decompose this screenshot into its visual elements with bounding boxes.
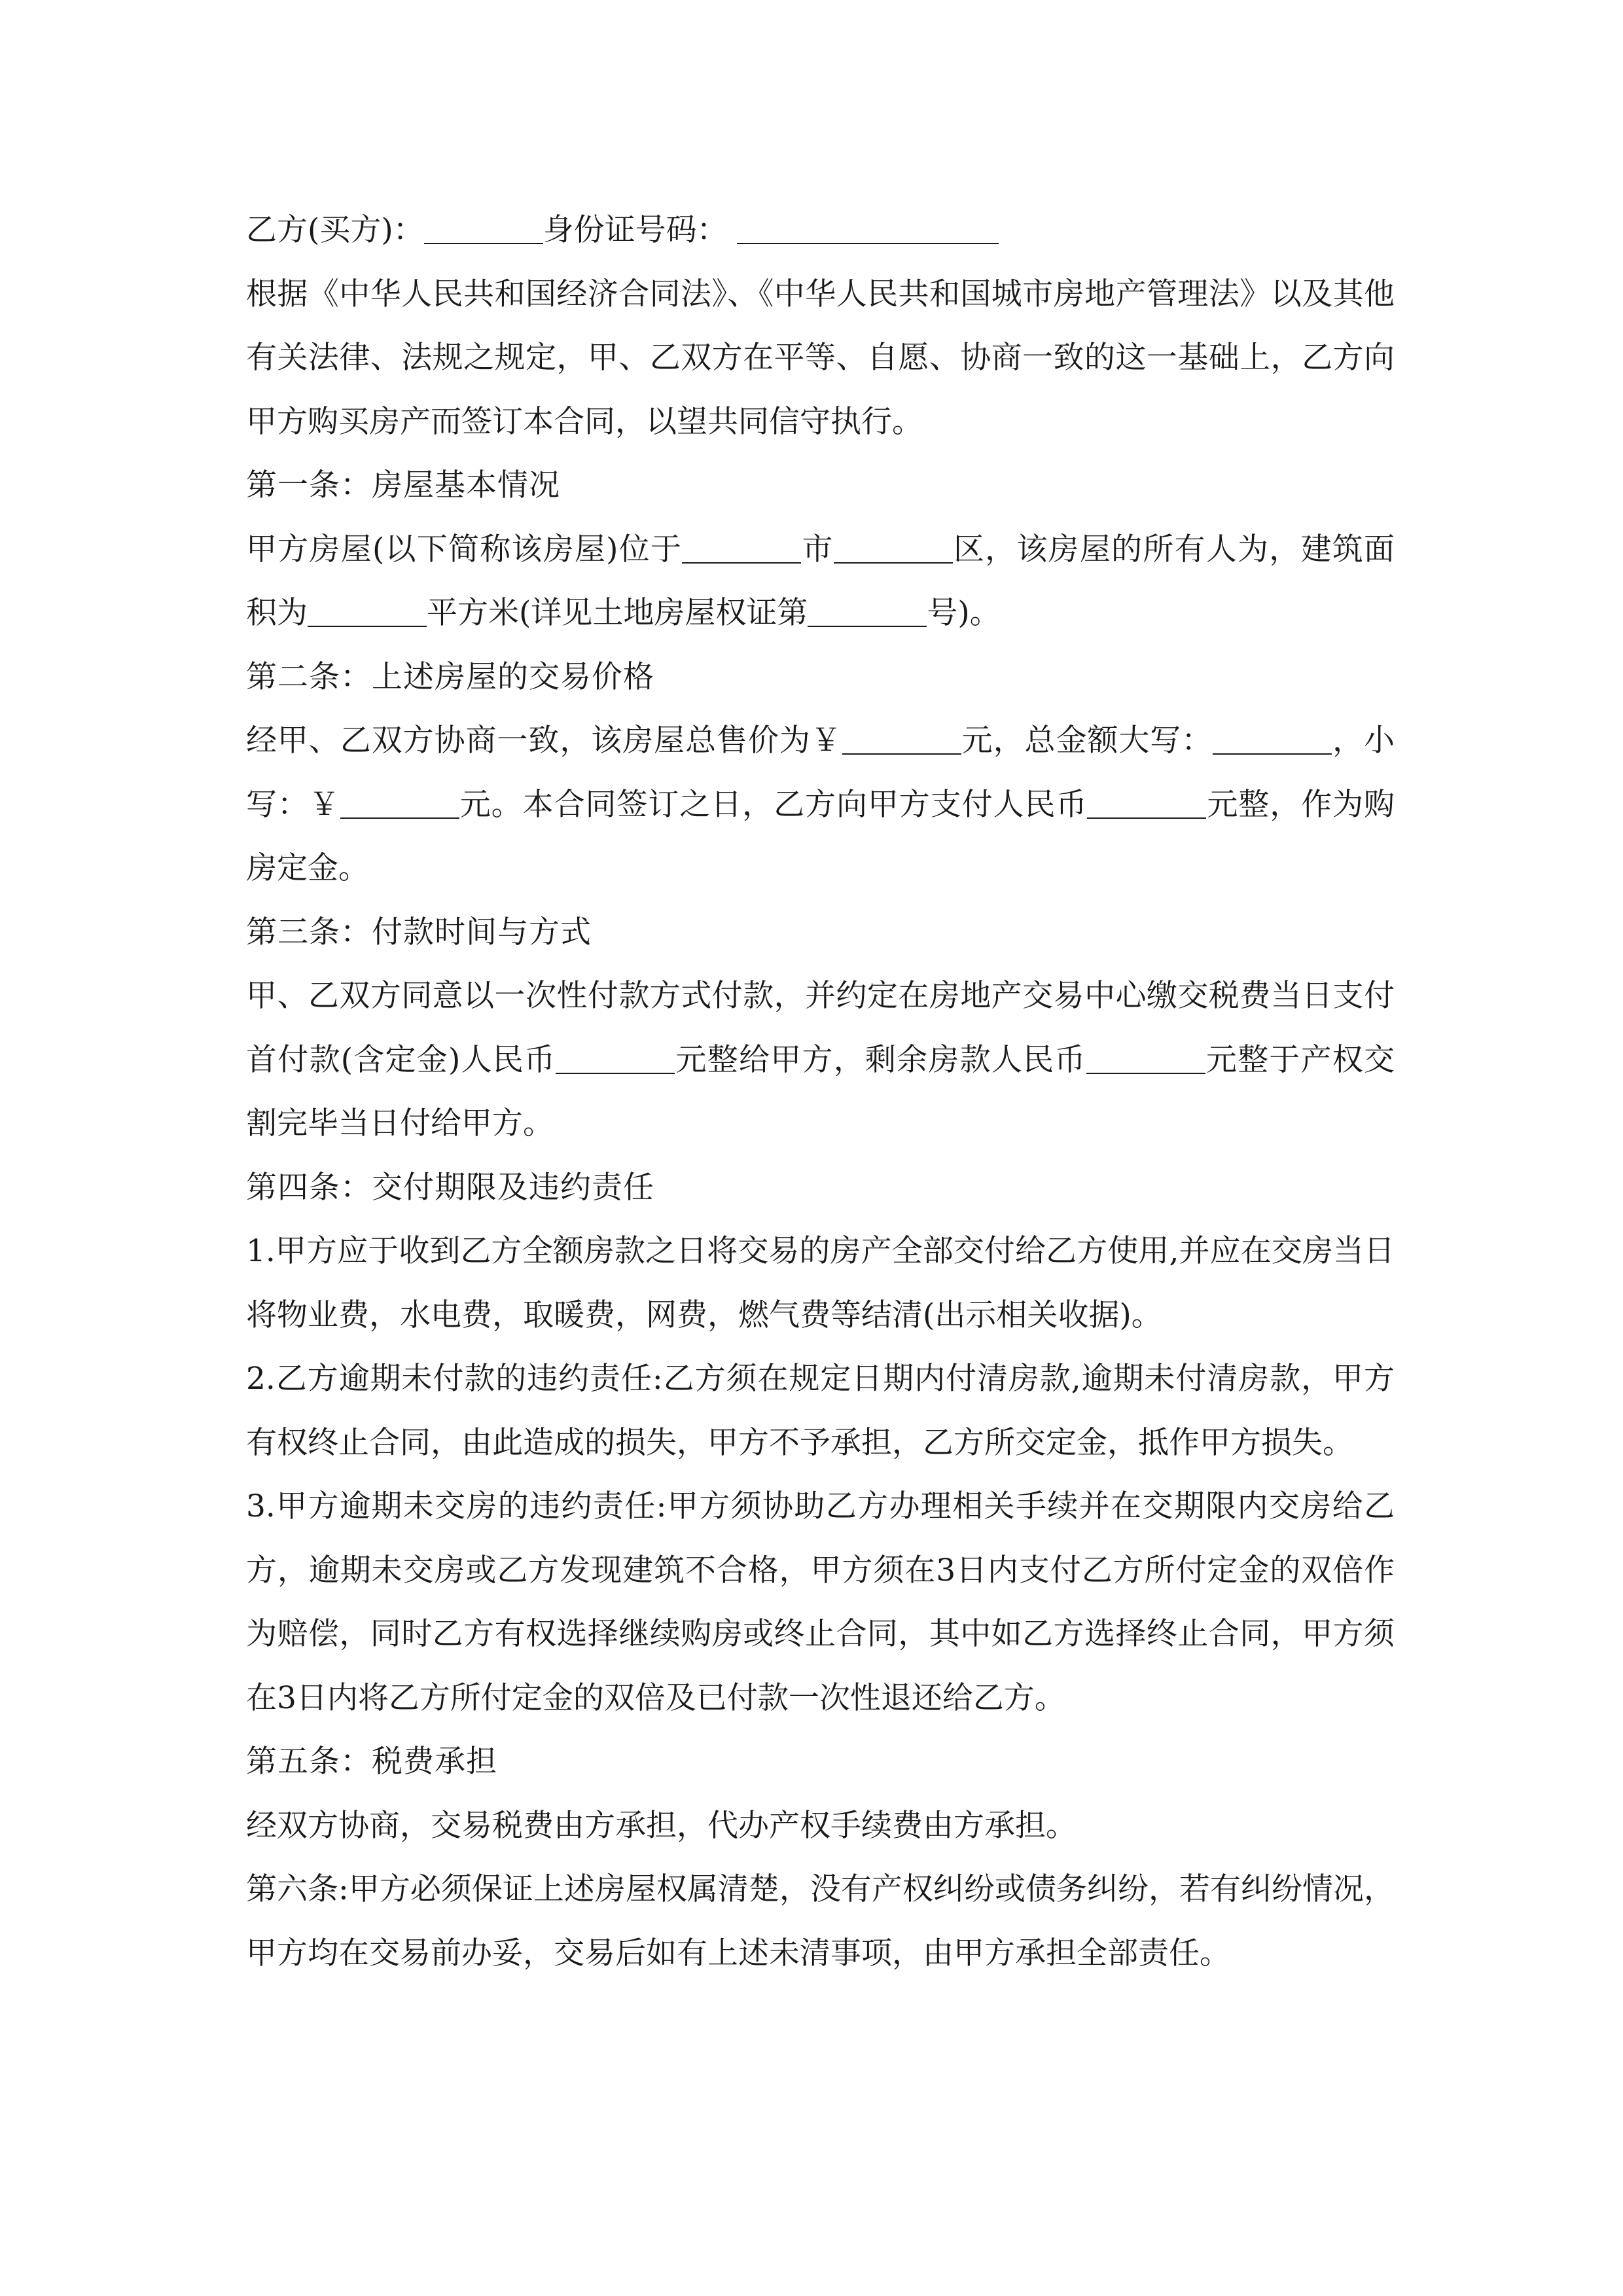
article3-title: 第三条：付款时间与方式 [246,914,592,950]
amount-in-words-blank [1213,722,1332,755]
article1-paragraph [246,518,1395,645]
article2-text-4: 元。本合同签订之日，乙方向甲方支付人民币 [459,786,1088,823]
article6-paragraph: 第六条:甲方必须保证上述房屋权属清楚，没有产权纠纷或债务纠纷，若有纠纷情况，甲方均在交易前办妥，交易后如有上述未清事项，由甲方承担全部责任。 [246,1871,1395,1971]
id-number-blank [737,211,999,244]
article3-text-1: 甲、乙双方同意以一次性付款方式付款，并约定在房地产交易中心缴交税费当日支付首付款(含定金)人民币 [246,978,1395,1078]
article2-paragraph [246,709,1395,901]
article2-text-5: 元整，作为购房定金。 [246,786,1395,886]
id-label: 身份证号码： [543,212,728,248]
article2-text-2: 元，总金额大写： [961,723,1213,759]
article3-text-2: 元整给甲方，剩余房款人民币 [675,1041,1086,1078]
article2-text-1: 经甲、乙双方协商一致，该房屋总售价为￥ [246,723,842,759]
article1-text-4: 平方米(详见土地房屋权证第 [427,595,808,631]
article5-paragraph: 经双方协商，交易税费由方承担，代办产权手续费由方承担。 [246,1807,1077,1844]
article4-title: 第四条：交付期限及违约责任 [246,1169,654,1206]
article5-title: 第五条：税费承担 [246,1744,497,1780]
district-blank [834,531,953,564]
article1-text-2: 市 [801,531,834,567]
certificate-number-blank [808,594,927,627]
article2-title: 第二条：上述房屋的交易价格 [246,658,654,695]
contract-body [246,198,1395,1985]
area-blank [308,594,427,627]
total-price-blank [842,722,961,755]
article3-text-3: 元整于产权交割完毕当日付给甲方。 [246,1041,1395,1141]
deposit-amount-blank [1087,786,1206,819]
article1-text-3: 区，该房屋的所有人为，建筑面积为 [246,531,1395,631]
buyer-line [246,198,1395,262]
buyer-name-blank [424,211,543,244]
article2-text-3: ，小写：￥ [246,723,1395,823]
article4-item-3: 3.甲方逾期未交房的违约责任:甲方须协助乙方办理相关手续并在交期限内交房给乙方，逾期未交房或乙方发现建筑不合格，甲方须在3日内支付乙方所付定金的双倍作为赔偿，同时乙方有权选择继续购房或终止合同，其中如乙方选择终止合同，甲方须在3日内将乙方所付定金的双倍及已付款一次性退还给乙方。 [246,1488,1395,1716]
article1-title: 第一条：房屋基本情况 [246,467,560,503]
city-blank [682,531,801,564]
amount-in-figures-blank [340,786,459,819]
buyer-label: 乙方(买方)： [246,212,424,248]
article1-text-1: 甲方房屋(以下简称该房屋)位于 [246,531,683,567]
intro-paragraph: 根据《中华人民共和国经济合同法》、《中华人民共和国城市房地产管理法》以及其他有关法律、法规之规定，甲、乙双方在平等、自愿、协商一致的这一基础上，乙方向甲方购买房产而签订本合同，以望共同信守执行。 [246,276,1395,440]
article1-text-5: 号)。 [927,595,1001,631]
remaining-payment-blank [1086,1041,1205,1074]
down-payment-blank [556,1041,675,1074]
article4-item-1: 1.甲方应于收到乙方全额房款之日将交易的房产全部交付给乙方使用,并应在交房当日将物业费，水电费，取暖费，网费，燃气费等结清(出示相关收据)。 [246,1233,1395,1333]
article4-item-2: 2.乙方逾期未付款的违约责任:乙方须在规定日期内付清房款,逾期未付清房款，甲方有权终止合同，由此造成的损失，甲方不予承担，乙方所交定金，抵作甲方损失。 [246,1361,1395,1461]
article3-paragraph [246,964,1395,1156]
